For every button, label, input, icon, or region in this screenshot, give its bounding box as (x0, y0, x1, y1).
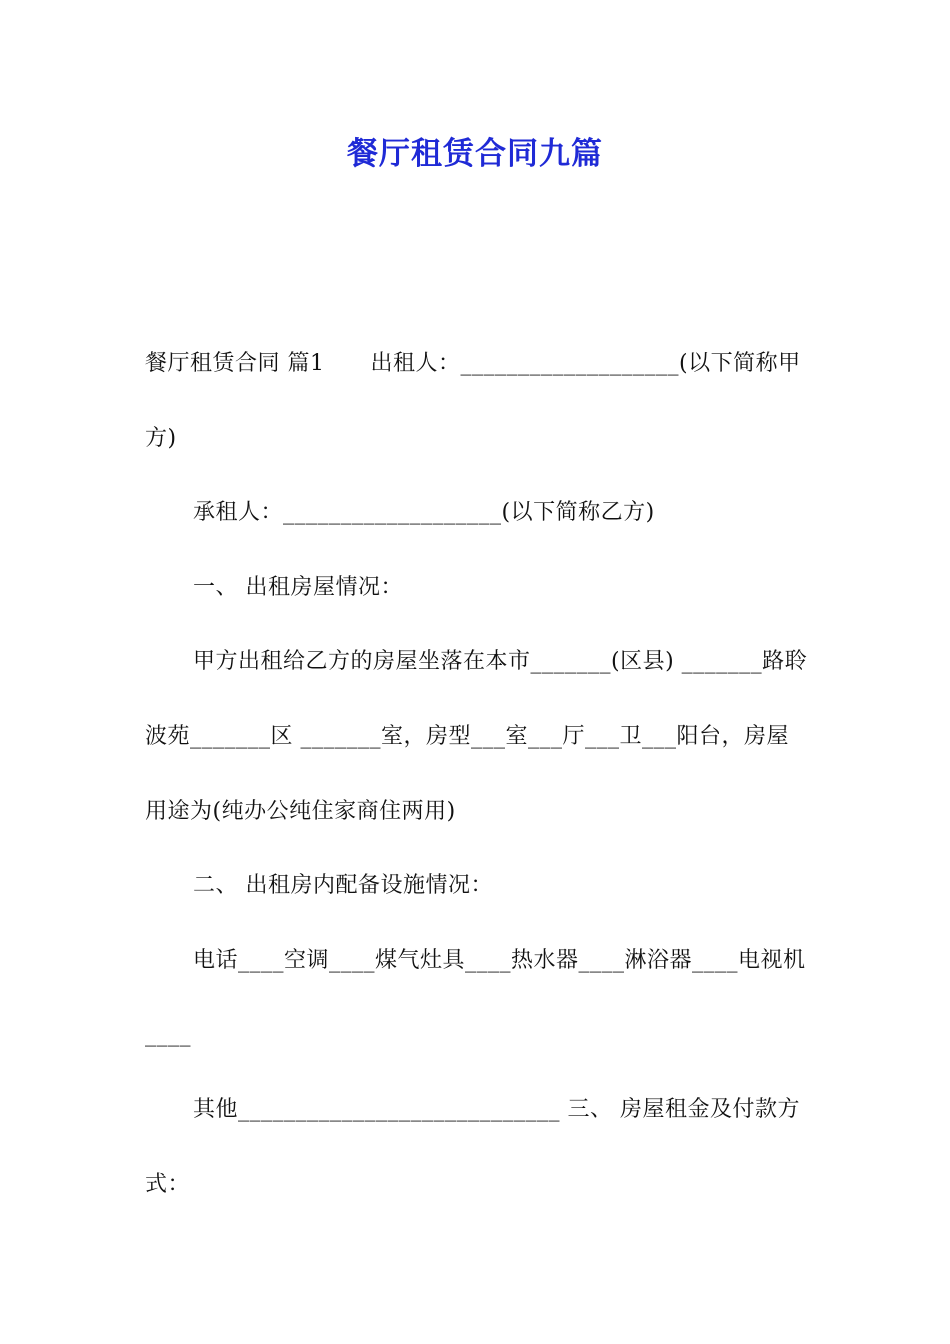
paragraph-property-location: 甲方出租给乙方的房屋坐落在本市_______(区县) _______路聆波苑_______区 _______室，房型___室___厅___卫___阳台，房屋用途为(纯办公纯住家商住两用) (145, 649, 808, 824)
lessor-line: 出租人：___________________(以下简称甲方) (145, 351, 801, 451)
section-heading: 餐厅租赁合同 篇1 (145, 351, 325, 376)
paragraph-other-and-rent: 其他____________________________ 三、 房屋租金及付款方式： (145, 1096, 800, 1197)
paragraph-lessor (145, 327, 810, 476)
paragraph-lessee: 承租人：___________________(以下简称乙方) (193, 500, 655, 526)
paragraph-facilities-heading: 二、 出租房内配备设施情况： (193, 873, 493, 899)
document-body (145, 327, 810, 1222)
paragraph-facilities-list: 电话____空调____煤气灶具____热水器____淋浴器____电视机____ (145, 947, 806, 1048)
paragraph-property-heading: 一、 出租房屋情况： (193, 574, 403, 600)
document-title: 餐厅租赁合同九篇 (347, 136, 603, 172)
